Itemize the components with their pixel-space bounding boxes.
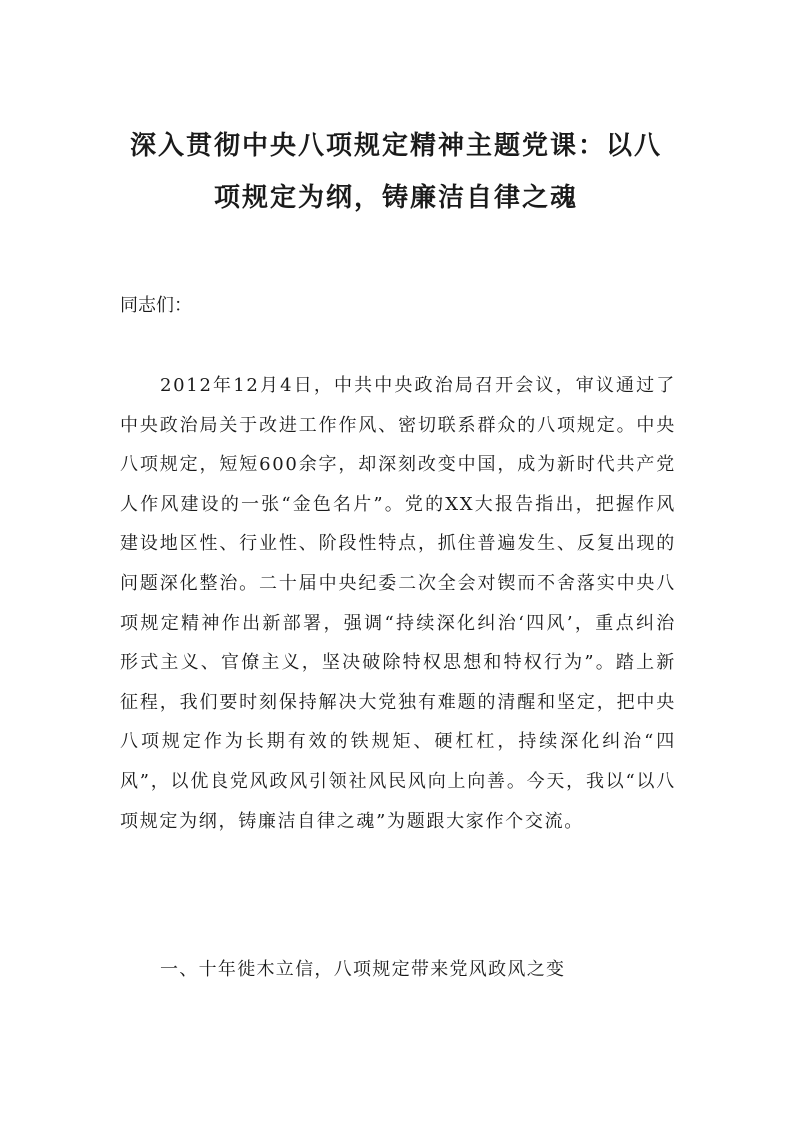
salutation: 同志们： xyxy=(120,295,192,316)
body-paragraph: 2012年12月4日，中共中央政治局召开会议，审议通过了中央政治局关于改进工作作风、密切联系群众的八项规定。中央八项规定，短短600余字，却深刻改变中国，成为新时代共产党人作风建设的一张“金色名片”。党的XX大报告指出，把握作风建设地区性、行业性、阶段性特点，抓住普遍发生、反复出现的问题深化整治。二十届中央纪委二次全会对锲而不舍落实中央八项规定精神作出新部署，强调“持续深化纠治‘四风’，重点纠治形式主义、官僚主义，坚决破除特权思想和特权行为”。踏上新征程，我们要时刻保持解决大党独有难题的清醒和坚定，把中央八项规定作为长期有效的铁规矩、硬杠杠，持续深化纠治“四风”，以优良党风政风引领社风民风向上向善。今天，我以“以八项规定为纲，铸廉洁自律之魂”为题跟大家作个交流。 xyxy=(120,375,676,832)
document-title: 深入贯彻中央八项规定精神主题党课：以八项规定为纲，铸廉洁自律之魂 xyxy=(129,131,662,213)
section-heading: 一、十年徙木立信，八项规定带来党风政风之变 xyxy=(160,959,566,980)
